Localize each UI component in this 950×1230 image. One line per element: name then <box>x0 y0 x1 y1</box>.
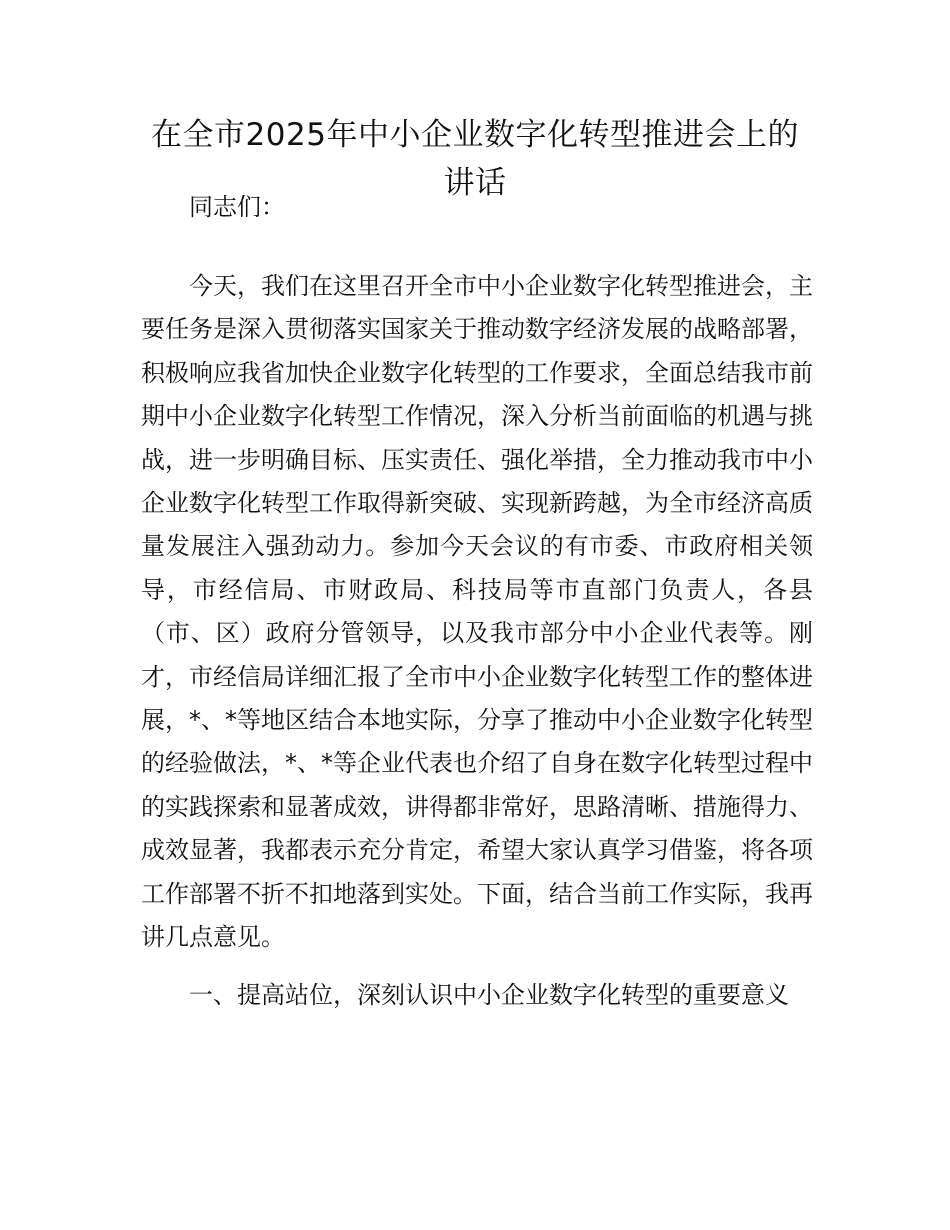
document-title: 在全市2025年中小企业数字化转型推进会上的讲话 <box>151 117 799 201</box>
body-paragraph: 今天，我们在这里召开全市中小企业数字化转型推进会，主要任务是深入贯彻落实国家关于推动数字经济发展的战略部署，积极响应我省加快企业数字化转型的工作要求，全面总结我市前期中小企业数字化转型工作情况，深入分析当前面临的机遇与挑战，进一步明确目标、压实责任、强化举措，全力推动我市中小企业数字化转型工作取得新突破、实现新跨越，为全市经济高质量发展注入强劲动力。参加今天会议的有市委、市政府相关领导，市经信局、市财政局、科技局等市直部门负责人，各县（市、区）政府分管领导，以及我市部分中小企业代表等。刚才，市经信局详细汇报了全市中小企业数字化转型工作的整体进展，*、*等地区结合本地实际，分享了推动中小企业数字化转型的经验做法，*、*等企业代表也介绍了自身在数字化转型过程中的实践探索和显著成效，讲得都非常好，思路清晰、措施得力、成效显著，我都表示充分肯定，希望大家认真学习借鉴，将各项工作部署不折不扣地落到实处。下面，结合当前工作实际，我再讲几点意见。 <box>141 272 813 952</box>
section-heading: 一、提高站位，深刻认识中小企业数字化转型的重要意义 <box>189 981 789 1009</box>
salutation: 同志们： <box>189 193 285 221</box>
